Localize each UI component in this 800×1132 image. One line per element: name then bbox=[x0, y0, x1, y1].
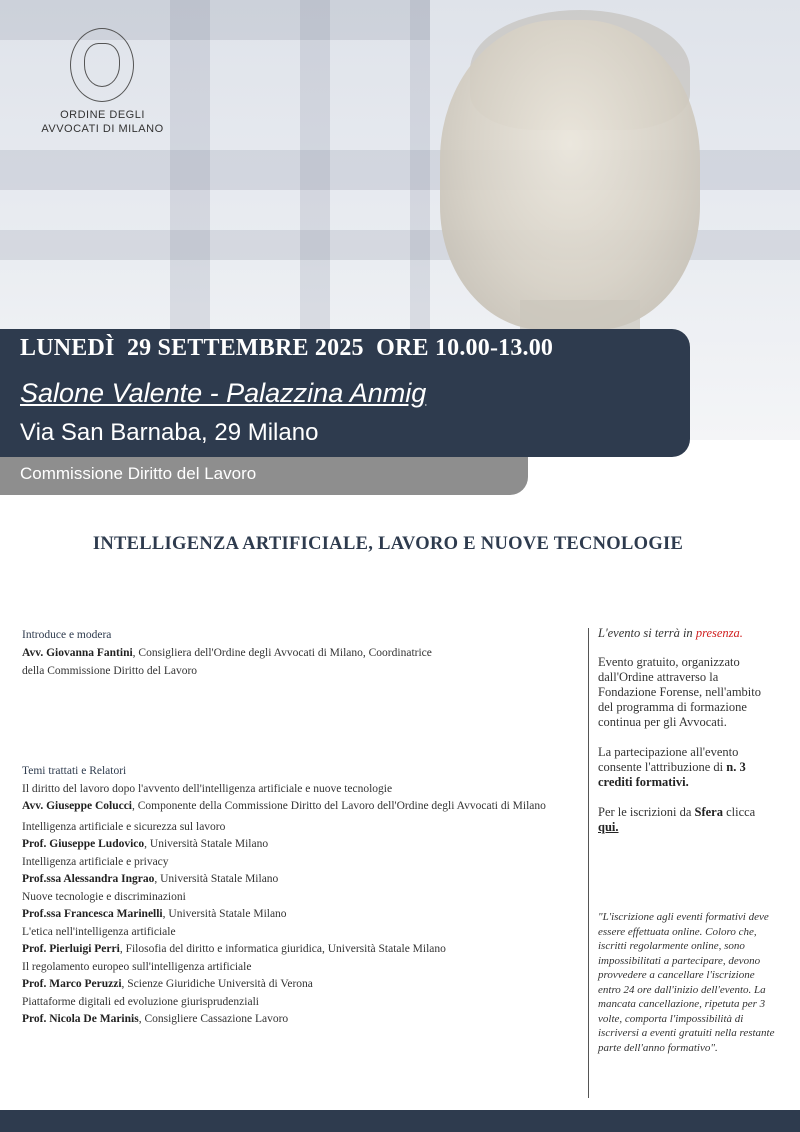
event-banner bbox=[0, 329, 690, 457]
commission-label: Commissione Diritto del Lavoro bbox=[0, 457, 528, 495]
intro-heading: Introduce e modera bbox=[22, 629, 112, 641]
speaker-role: , Università Statale Milano bbox=[144, 838, 269, 850]
speaker-name: Prof. Nicola De Marinis bbox=[22, 1013, 139, 1025]
event-date: LUNEDÌ 29 SETTEMBRE 2025 ORE 10.00-13.00 bbox=[20, 335, 554, 361]
org-line2: AVVOCATI DI MILANO bbox=[41, 123, 164, 135]
info-sidebar bbox=[598, 626, 773, 835]
speaker-role: , Università Statale Milano bbox=[154, 873, 279, 885]
statue-head-image bbox=[440, 20, 700, 330]
intro-role-line2: della Commissione Diritto del Lavoro bbox=[22, 665, 198, 677]
topics-heading: Temi trattati e Relatori bbox=[22, 765, 127, 777]
topic-title: L'etica nell'intelligenza artificiale bbox=[22, 926, 176, 938]
speaker-role: , Consigliera dell'Ordine degli Avvocati di Milano, Coordinatrice bbox=[132, 647, 432, 659]
footer-bar bbox=[0, 1110, 800, 1132]
credits-prefix: La partecipazione all'evento consente l'attribuzione di bbox=[598, 745, 739, 774]
event-venue-link[interactable]: Salone Valente - Palazzina Anmig bbox=[20, 378, 427, 408]
speaker-name: Avv. Giuseppe Colucci bbox=[22, 800, 133, 812]
register-text bbox=[598, 805, 773, 835]
org-line1: ORDINE DEGLI bbox=[60, 109, 145, 121]
topic-title: Nuove tecnologie e discriminazioni bbox=[22, 891, 186, 903]
speaker-role: , Filosofia del diritto e informatica giuridica, Università Statale Milano bbox=[119, 943, 446, 955]
topic-speaker bbox=[22, 836, 562, 853]
speaker-name: Prof.ssa Alessandra Ingrao bbox=[22, 873, 155, 885]
event-address: Via San Barnaba, 29 Milano bbox=[20, 419, 319, 446]
speaker-role: , Scienze Giuridiche Università di Verona bbox=[121, 978, 313, 990]
topic-speaker bbox=[22, 976, 562, 993]
speaker-role: , Consigliere Cassazione Lavoro bbox=[138, 1013, 289, 1025]
topic-title: Intelligenza artificiale e sicurezza sul lavoro bbox=[22, 821, 226, 833]
speaker-name: Prof. Marco Peruzzi bbox=[22, 978, 122, 990]
presence-word: presenza. bbox=[695, 626, 743, 640]
credits-amount: n. 3 crediti formativi. bbox=[598, 760, 746, 789]
topic-speaker bbox=[22, 1011, 562, 1028]
column-divider bbox=[588, 628, 589, 1098]
speaker-name: Prof.ssa Francesca Marinelli bbox=[22, 908, 163, 920]
credits-text bbox=[598, 745, 773, 790]
topic-title: Intelligenza artificiale e privacy bbox=[22, 856, 169, 868]
topic-title: Il regolamento europeo sull'intelligenza artificiale bbox=[22, 961, 252, 973]
topic-title: Il diritto del lavoro dopo l'avvento dell'intelligenza artificiale e nuove tecnologie bbox=[22, 783, 393, 795]
topic-speaker bbox=[22, 906, 562, 923]
free-event-text: Evento gratuito, organizzato dall'Ordine attraverso la Fondazione Forense, nell'ambito del programma di formazione continua per gli Avvocati. bbox=[598, 655, 761, 729]
presence-prefix: L'evento si terrà in bbox=[598, 626, 696, 640]
topic-speaker bbox=[22, 871, 562, 888]
speaker-name: Prof. Giuseppe Ludovico bbox=[22, 838, 145, 850]
register-prefix: Per le iscrizioni da bbox=[598, 805, 695, 819]
org-name bbox=[40, 108, 165, 136]
topic-speaker bbox=[22, 941, 562, 958]
program-section bbox=[22, 626, 562, 1028]
topic-title: Piattaforme digitali ed evoluzione giurisprudenziali bbox=[22, 996, 259, 1008]
intro-speaker bbox=[22, 644, 562, 662]
presence-note bbox=[598, 626, 773, 641]
event-title: INTELLIGENZA ARTIFICIALE, LAVORO E NUOVE TECNOLOGIE bbox=[92, 534, 684, 554]
speaker-name: Avv. Giovanna Fantini bbox=[22, 647, 133, 659]
topic-speaker bbox=[22, 798, 562, 815]
register-mid: clicca bbox=[722, 805, 756, 819]
speaker-name: Prof. Pierluigi Perri bbox=[22, 943, 120, 955]
register-link[interactable]: qui. bbox=[598, 820, 619, 834]
seal-logo bbox=[70, 28, 134, 102]
speaker-role: , Componente della Commissione Diritto del Lavoro dell'Ordine degli Avvocati di Milano bbox=[132, 800, 546, 812]
speaker-role: , Università Statale Milano bbox=[162, 908, 287, 920]
registration-note: "L'iscrizione agli eventi formativi deve essere effettuata online. Coloro che, iscritti regolarmente online, sono impossibilitati a partecipare, devono provvedere a cancellare l'iscrizione entro 24 ore dall'inizio dell'evento. La mancata cancellazione, ripetuta per 3 volte, comporta l'impossibilità di iscriversi a eventi gratuiti nella restante parte dell'anno formativo". bbox=[598, 911, 775, 1054]
sfera-label: Sfera bbox=[694, 805, 723, 819]
